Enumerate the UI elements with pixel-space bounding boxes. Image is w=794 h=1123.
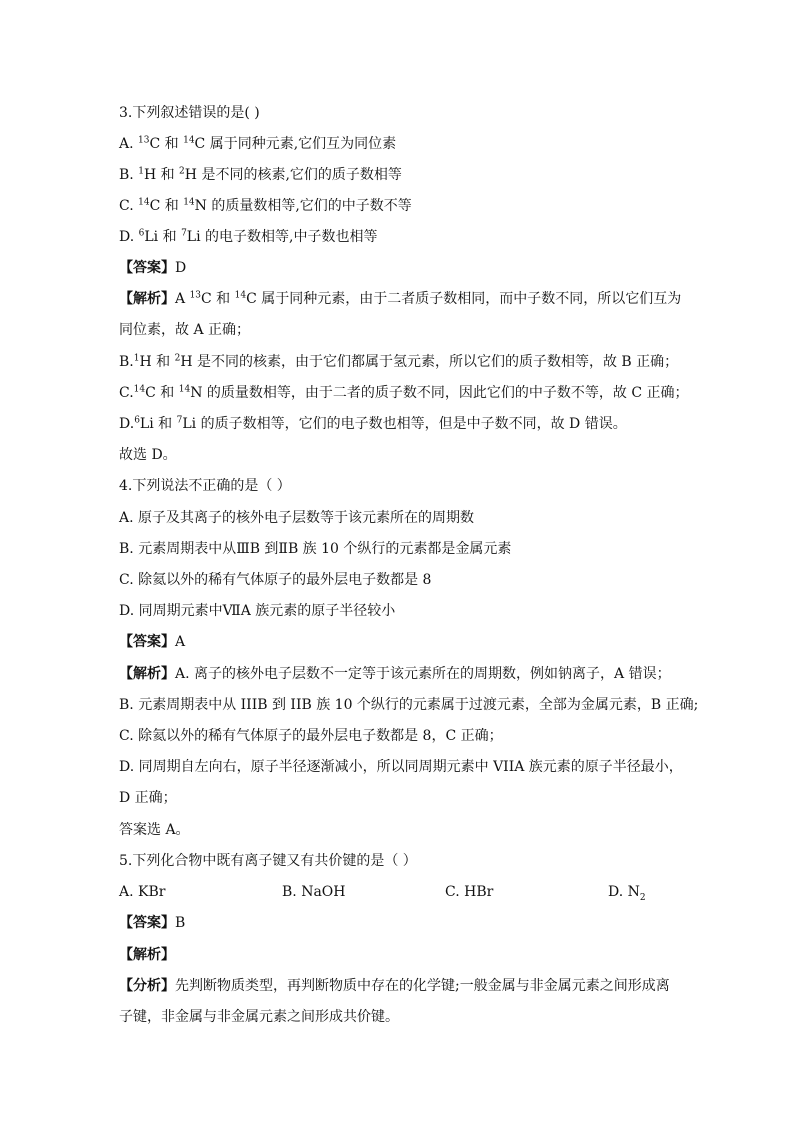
q5-analysis: 【分析】先判断物质类型，再判断物质中存在的化学键;一般金属与非金属元素之间形成离 [119,978,670,994]
q5-answer: 【答案】B [119,915,186,931]
q4-option-c: C. 除氦以外的稀有气体原子的最外层电子数都是 8 [119,572,432,588]
q3-explanation-c: C.$^{14}$C 和 $^{14}$N 的质量数相等，由于二者的质子数不同，因此它们的中子数不等，故 C 正确； [119,384,689,401]
q3-explanation-a-cont: 同位素，故 A 正确； [119,322,251,338]
q5-option-c: C. HBr [445,884,494,900]
q5-analysis-label: 【解析】 [119,947,175,963]
q4-option-d: D. 同周期元素中ⅦA 族元素的原子半径较小 [119,603,396,619]
q3-explanation-b: B.$^1$H 和 $^2$H 是不同的核素，由于它们都属于氢元素，所以它们的质子数相等，故 B 正确； [119,353,679,370]
q3-explanation-a: 【解析】A $^{13}$C 和 $^{14}$C 属于同种元素，由于二者质子数相同，而中子数不同，所以它们互为 [119,290,682,307]
q3-option-c: C. $^{14}$C 和 $^{14}$N 的质量数相等,它们的中子数不等 [119,197,412,214]
q4-conclusion: 答案选 A。 [119,822,190,838]
q5-option-a: A. KBr [119,884,166,900]
q4-option-a: A. 原子及其离子的核外电子层数等于该元素所在的周期数 [119,510,475,526]
q3-conclusion: 故选 D。 [119,447,177,463]
q5-analysis-cont: 子键，非金属与非金属元素之间形成共价键。 [119,1009,399,1025]
q4-explanation-d-cont: D 正确； [119,790,177,806]
q3-option-a: A. $^{13}$C 和 $^{14}$C 属于同种元素,它们互为同位素 [119,135,397,152]
q4-stem: 4.下列说法不正确的是（ ） [119,478,291,494]
q3-stem: 3.下列叙述错误的是( ) [119,105,260,121]
q5-stem: 5.下列化合物中既有离子键又有共价键的是（ ） [119,853,417,869]
q4-explanation-c: C. 除氦以外的稀有气体原子的最外层电子数都是 8，C 正确； [119,728,503,744]
q3-explanation-d: D.$^6$Li 和 $^7$Li 的质子数相等，它们的电子数也相等，但是中子数不同，故 D 错误。 [119,415,627,432]
q4-explanation-a: 【解析】A. 离子的核外电子层数不一定等于该元素所在的周期数，例如钠离子，A 错误； [119,666,671,682]
q5-option-b: B. NaOH [282,884,346,900]
q5-option-d: D. $N_2$ [608,884,646,903]
q3-option-b: B. $^1$H 和 $^2$H 是不同的核素,它们的质子数相等 [119,166,402,183]
q3-option-d: D. $^6$Li 和 $^7$Li 的电子数相等,中子数也相等 [119,228,378,245]
q3-answer: 【答案】D [119,260,187,276]
q4-explanation-d: D. 同周期自左向右，原子半径逐渐减小，所以同周期元素中 VIIA 族元素的原子半径最小， [119,759,683,775]
q4-answer: 【答案】A [119,634,186,650]
q4-explanation-b: B. 元素周期表中从 IIIB 到 IIB 族 10 个纵行的元素属于过渡元素，全部为金属元素，B 正确; [119,697,699,713]
q4-option-b: B. 元素周期表中从ⅢB 到ⅡB 族 10 个纵行的元素都是金属元素 [119,541,512,557]
